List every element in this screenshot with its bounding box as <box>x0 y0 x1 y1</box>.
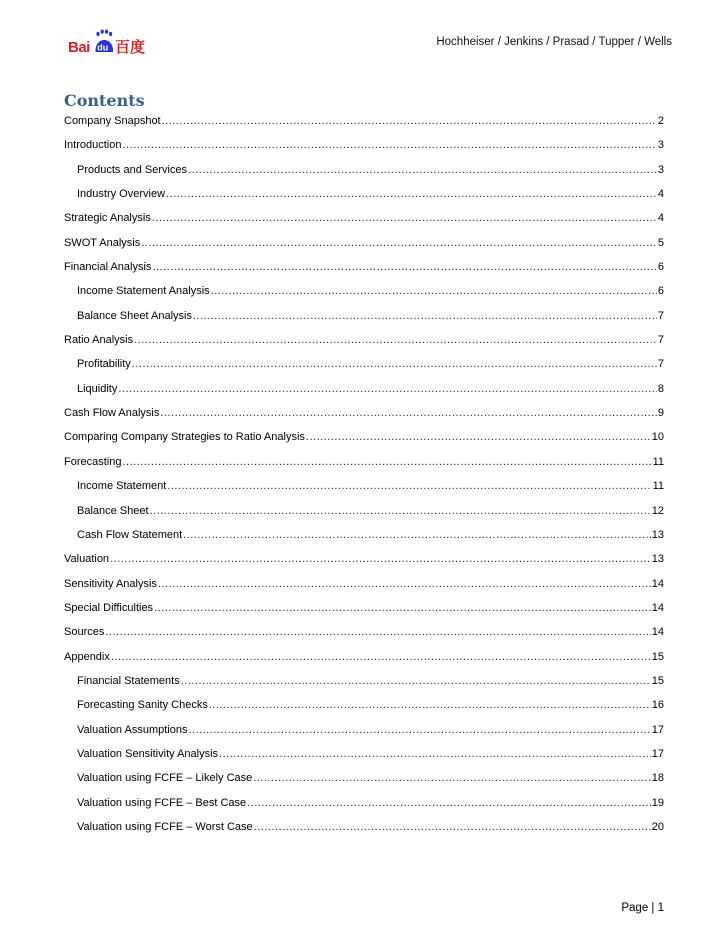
toc-entry-page[interactable]: 3 <box>657 163 664 176</box>
dot-leader <box>254 815 651 839</box>
toc-entry-title[interactable]: Cash Flow Statement <box>77 528 183 541</box>
toc-entry-page[interactable]: 4 <box>657 212 664 225</box>
toc-entry-page[interactable]: 7 <box>657 358 664 371</box>
toc-entry-title[interactable]: Cash Flow Analysis <box>64 407 160 420</box>
toc-entry-page[interactable]: 14 <box>651 626 664 639</box>
toc-entry-title[interactable]: Valuation Sensitivity Analysis <box>77 747 219 760</box>
toc-entry-page[interactable]: 4 <box>657 188 664 201</box>
toc-entry[interactable] <box>64 815 664 839</box>
toc-entry[interactable] <box>64 620 664 644</box>
toc-entry-page[interactable]: 5 <box>657 236 664 249</box>
toc-entry[interactable] <box>64 499 664 523</box>
svg-text:Bai: Bai <box>68 39 90 56</box>
dot-leader <box>247 791 651 815</box>
toc-entry-title[interactable]: Financial Analysis <box>64 261 152 274</box>
dot-leader <box>183 523 651 547</box>
toc-entry[interactable] <box>64 766 664 790</box>
toc-entry[interactable] <box>64 718 664 742</box>
dot-leader <box>306 425 651 449</box>
toc-entry[interactable] <box>64 352 664 376</box>
toc-entry[interactable] <box>64 693 664 717</box>
dot-leader <box>253 766 650 790</box>
dot-leader <box>219 742 651 766</box>
toc-entry-title[interactable]: Appendix <box>64 650 110 663</box>
baidu-logo-icon <box>68 28 150 56</box>
toc-entry[interactable] <box>64 474 664 498</box>
toc-entry-page[interactable]: 16 <box>651 699 664 712</box>
toc-entry-page[interactable]: 15 <box>651 650 664 663</box>
toc-entry-title[interactable]: Balance Sheet Analysis <box>77 309 192 322</box>
dot-leader <box>141 231 657 255</box>
toc-entry-page[interactable]: 9 <box>657 407 664 420</box>
toc-entry[interactable] <box>64 206 664 230</box>
toc-entry-title[interactable]: Forecasting <box>64 455 122 468</box>
toc-entry-title[interactable]: Valuation using FCFE – Best Case <box>77 796 247 809</box>
toc-entry-title[interactable]: Valuation Assumptions <box>77 723 188 736</box>
toc-entry-page[interactable]: 13 <box>651 553 664 566</box>
toc-entry[interactable] <box>64 547 664 571</box>
toc-entry[interactable] <box>64 377 664 401</box>
toc-entry-page[interactable]: 20 <box>651 820 664 833</box>
toc-entry-title[interactable]: Profitability <box>77 358 131 371</box>
toc-entry-page[interactable]: 12 <box>651 504 664 517</box>
toc-entry-title[interactable]: Introduction <box>64 139 122 152</box>
toc-entry[interactable] <box>64 742 664 766</box>
dot-leader <box>181 669 651 693</box>
toc-entry-title[interactable]: Comparing Company Strategies to Ratio Analysis <box>64 431 305 444</box>
toc-entry[interactable] <box>64 791 664 815</box>
toc-entry-title[interactable]: Valuation using FCFE – Worst Case <box>77 820 253 833</box>
toc-entry-title[interactable]: Special Difficulties <box>64 601 154 614</box>
toc-entry-page[interactable]: 13 <box>651 528 664 541</box>
dot-leader <box>154 596 651 620</box>
dot-leader <box>158 572 651 596</box>
toc-entry-page[interactable]: 10 <box>651 431 664 444</box>
toc-entry-title[interactable]: Sensitivity Analysis <box>64 577 157 590</box>
dot-leader <box>150 499 651 523</box>
dot-leader <box>211 279 657 303</box>
dot-leader <box>209 693 651 717</box>
table-of-contents <box>64 109 664 839</box>
dot-leader <box>166 182 657 206</box>
toc-entry-page[interactable]: 14 <box>651 601 664 614</box>
toc-entry-title[interactable]: Balance Sheet <box>77 504 149 517</box>
toc-entry-page[interactable]: 15 <box>651 674 664 687</box>
toc-entry[interactable] <box>64 304 664 328</box>
toc-entry[interactable] <box>64 158 664 182</box>
page-number: Page | 1 <box>621 902 664 914</box>
toc-entry-title[interactable]: Industry Overview <box>77 188 166 201</box>
toc-entry-title[interactable]: Strategic Analysis <box>64 212 151 225</box>
dot-leader <box>188 158 657 182</box>
toc-entry[interactable] <box>64 450 664 474</box>
dot-leader <box>105 620 650 644</box>
baidu-logo <box>68 28 150 56</box>
toc-entry-title[interactable]: Sources <box>64 626 105 639</box>
svg-text:百度: 百度 <box>115 38 146 56</box>
toc-entry[interactable] <box>64 279 664 303</box>
toc-entry-title[interactable]: Valuation <box>64 553 110 566</box>
toc-entry[interactable] <box>64 572 664 596</box>
toc-entry-page[interactable]: 7 <box>657 334 664 347</box>
toc-entry[interactable] <box>64 669 664 693</box>
toc-entry-title[interactable]: Company Snapshot <box>64 115 161 127</box>
toc-entry-page[interactable]: 17 <box>651 723 664 736</box>
dot-leader <box>118 377 657 401</box>
toc-entry-page[interactable]: 7 <box>657 309 664 322</box>
svg-text:du: du <box>97 42 109 53</box>
toc-entry[interactable] <box>64 133 664 157</box>
toc-entry-title[interactable]: Forecasting Sanity Checks <box>77 699 208 712</box>
toc-entry-page[interactable]: 18 <box>651 772 664 785</box>
toc-entry-page[interactable]: 6 <box>657 285 664 298</box>
dot-leader <box>160 401 657 425</box>
dot-leader <box>111 645 651 669</box>
dot-leader <box>162 109 657 133</box>
page-header <box>0 0 728 70</box>
toc-entry-title[interactable]: Income Statement Analysis <box>77 285 210 298</box>
toc-entry[interactable] <box>64 425 664 449</box>
dot-leader <box>167 474 651 498</box>
toc-entry[interactable] <box>64 645 664 669</box>
toc-entry-title[interactable]: Products and Services <box>77 163 188 176</box>
toc-entry[interactable] <box>64 401 664 425</box>
dot-leader <box>152 206 657 230</box>
toc-entry-title[interactable]: SWOT Analysis <box>64 236 141 249</box>
toc-entry-title[interactable]: Ratio Analysis <box>64 334 134 347</box>
toc-entry-page[interactable]: 11 <box>652 455 664 468</box>
contents-title: Contents <box>64 91 145 110</box>
dot-leader <box>188 718 650 742</box>
toc-entry-page[interactable]: 8 <box>657 382 664 395</box>
toc-entry[interactable] <box>64 182 664 206</box>
dot-leader <box>122 450 651 474</box>
toc-entry-page[interactable]: 19 <box>651 796 664 809</box>
toc-entry[interactable] <box>64 255 664 279</box>
dot-leader <box>193 304 657 328</box>
toc-entry-page[interactable]: 17 <box>651 747 664 760</box>
toc-entry-title[interactable]: Financial Statements <box>77 674 180 687</box>
dot-leader <box>134 328 657 352</box>
dot-leader <box>122 133 656 157</box>
dot-leader <box>152 255 656 279</box>
toc-entry-title[interactable]: Valuation using FCFE – Likely Case <box>77 772 253 785</box>
toc-entry[interactable] <box>64 109 664 133</box>
toc-entry[interactable] <box>64 523 664 547</box>
toc-entry[interactable] <box>64 596 664 620</box>
dot-leader <box>132 352 657 376</box>
toc-entry-title[interactable]: Liquidity <box>77 382 118 395</box>
toc-entry-page[interactable]: 14 <box>651 577 664 590</box>
toc-entry-page[interactable]: 2 <box>657 115 664 127</box>
dot-leader <box>110 547 651 571</box>
toc-entry-page[interactable]: 11 <box>652 480 664 493</box>
toc-entry-title[interactable]: Income Statement <box>77 480 167 493</box>
header-authors: Hochheiser / Jenkins / Prasad / Tupper / Wells <box>436 36 672 48</box>
toc-entry-page[interactable]: 6 <box>657 261 664 274</box>
toc-entry-page[interactable]: 3 <box>657 139 664 152</box>
toc-entry[interactable] <box>64 231 664 255</box>
toc-entry[interactable] <box>64 328 664 352</box>
